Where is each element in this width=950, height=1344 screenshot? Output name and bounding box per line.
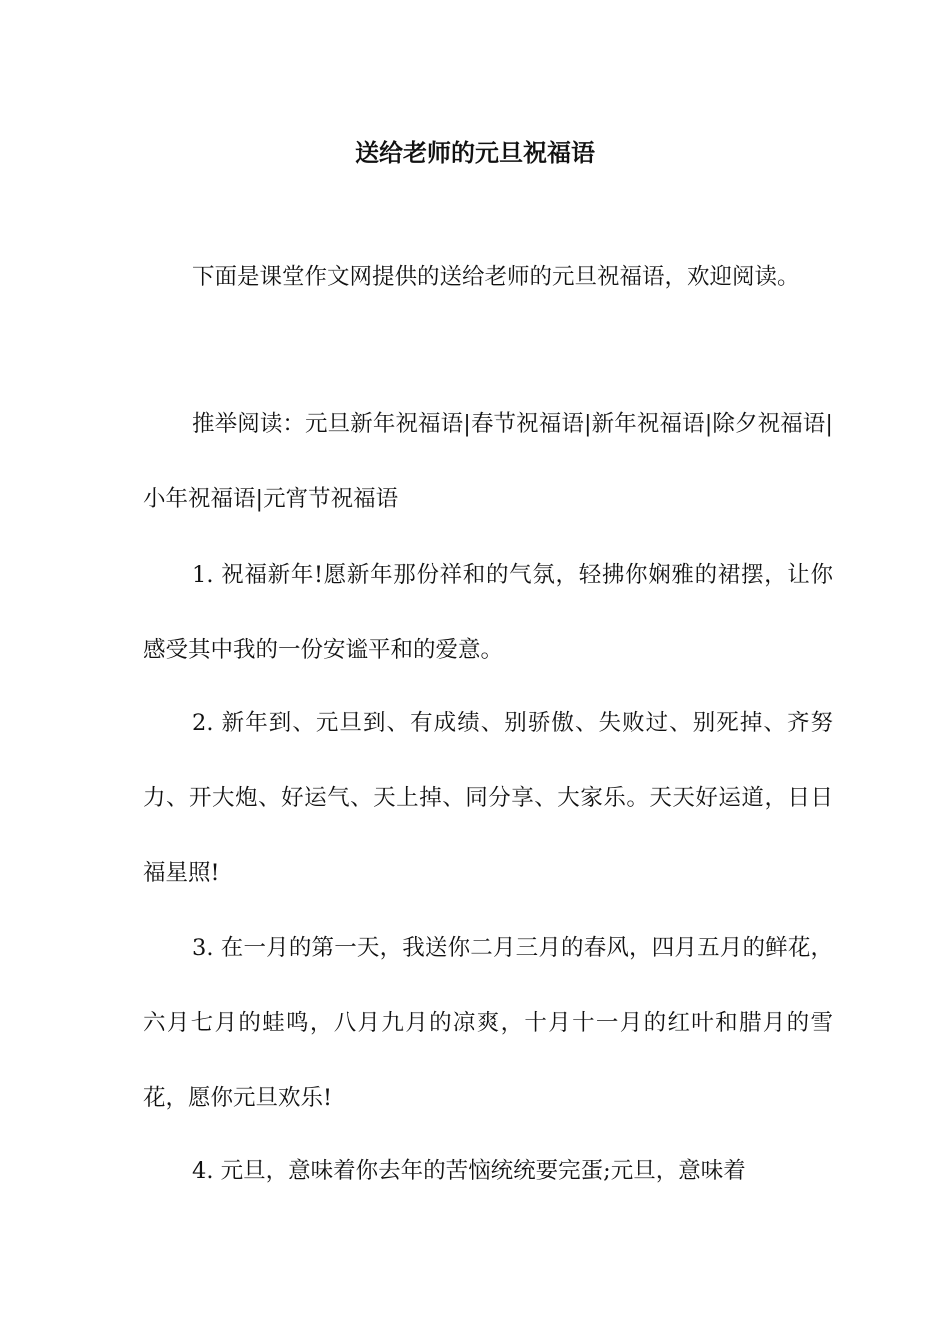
greeting-item-4: 4. 元旦，意味着你去年的苦恼统统要完蛋;元旦，意味着 (192, 1158, 746, 1184)
greeting-item-1: 1. 祝福新年!愿新年那份祥和的气氛，轻拂你娴雅的裙摆，让你感受其中我的一份安谧平和的爱意。 (143, 562, 833, 663)
greeting-item-2: 2. 新年到、元旦到、有成绩、别骄傲、失败过、别死掉、齐努力、开大炮、好运气、天上掉、同分享、大家乐。天天好运道，日日福星照! (143, 710, 833, 886)
document-title: 送给老师的元旦祝福语 (355, 139, 595, 167)
intro-paragraph: 下面是课堂作文网提供的送给老师的元旦祝福语，欢迎阅读。 (192, 264, 800, 290)
greeting-item-3: 3. 在一月的第一天，我送你二月三月的春风，四月五月的鲜花，六月七月的蛙鸣，八月九月的凉爽，十月十一月的红叶和腊月的雪花，愿你元旦欢乐! (143, 935, 833, 1111)
related-reading-paragraph: 推举阅读：元旦新年祝福语|春节祝福语|新年祝福语|除夕祝福语|小年祝福语|元宵节祝福语 (143, 411, 833, 512)
